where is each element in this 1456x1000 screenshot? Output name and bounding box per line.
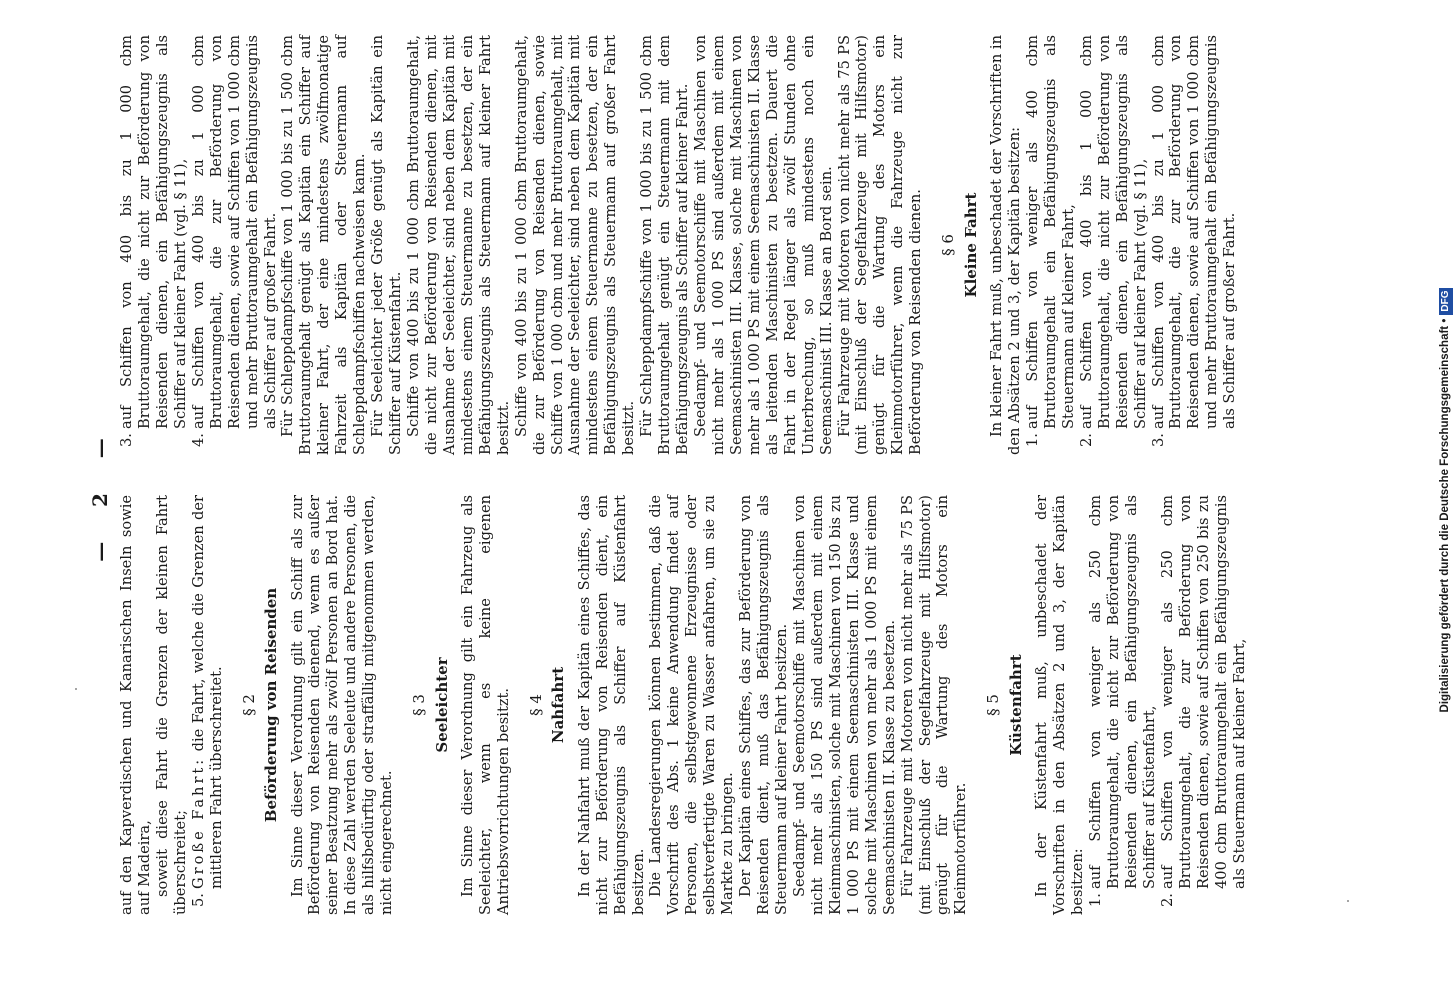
list-item — [1024, 35, 1078, 455]
list-item-grosse-fahrt — [190, 495, 226, 915]
list-item — [1078, 35, 1150, 455]
paragraph: In der Küstenfahrt muß, unbeschadet der Vorschriften in den Absätzen 2 und 3, der Kapitän besitzen: — [1033, 495, 1087, 915]
list-item — [1150, 35, 1240, 455]
funding-note-text: Digitalisierung gefördert durch die Deutsche Forschungsgemeinschaft • — [1439, 318, 1451, 713]
list-number: 4. — [189, 433, 207, 447]
section-number-2: § 2 — [239, 694, 258, 716]
paragraph: Für Fahrzeuge mit Motoren von nicht mehr als 75 PS (mit Einschluß der Segelfahrzeuge mit Hilfsmotor) genügt für die Wartung des Motors ein Kleinmotorführer. — [898, 495, 970, 915]
list-number: 1. — [1087, 893, 1104, 907]
list-item — [118, 35, 190, 455]
left-column — [118, 495, 1248, 915]
paragraph: Seedampf- und Seemotorschiffe mit Maschinen von nicht mehr als 1 000 PS sind außerdem mit einem Seemaschinisten III. Klasse, solche mit Maschinen von mehr als 1 000 PS mit einem Seemaschinisten II. Klasse als leitenden Maschinisten zu besetzen. Dauert die Fahrt in der Regel länger als zwölf Stunden ohne Unterbrechung, so muß mindestens noch ein Seemaschinist III. Klasse an Bord sein. — [692, 35, 835, 455]
term-grosse-fahrt: Große Fahrt: — [189, 756, 207, 889]
paragraph: Für Seeleichter jeder Größe genügt als Kapitän ein Schiffer auf Küstenfahrt. — [369, 35, 405, 455]
section-number-4: § 4 — [526, 694, 545, 716]
right-column — [118, 35, 1239, 455]
scan-speck — [75, 688, 77, 690]
paragraph: In kleiner Fahrt muß, unbeschadet der Vorschriften in den Absätzen 2 und 3, der Kapitän besitzen: — [988, 35, 1023, 455]
header-dash-left: — — [88, 541, 112, 562]
list-text: auf Schiffen von 400 bis 1 000 cbm Bruttoraumgehalt, die nicht zur Beförderung von Reisenden dienen, ein Befähigungszeugnis als Schiffer auf kleiner Fahrt (vgl. § 11), — [1077, 35, 1149, 429]
page-number: 2 — [88, 493, 112, 507]
section-number-5: § 5 — [984, 694, 1003, 716]
list-text: auf Schiffen von 400 bis zu 1 000 cbm Bruttoraumgehalt, die nicht zur Beförderung von Reisenden dienen, ein Befähigungszeugnis als Schiffer auf kleiner Fahrt (vgl. § 11), — [118, 35, 189, 429]
list-item — [190, 35, 280, 455]
paragraph: In der Nahfahrt muß der Kapitän eines Schiffes, das nicht zur Beförderung von Reisenden dient, ein Befähigungszeugnis als Schiffer auf Küstenfahrt besitzen. — [575, 495, 647, 915]
section-number-3: § 3 — [410, 694, 429, 716]
scan-speck — [1347, 900, 1349, 902]
list-text: auf Schiffen von weniger als 400 cbm Bruttoraumgehalt ein Befähigungszeugnis als Steuermann auf kleiner Fahrt, — [1023, 35, 1077, 429]
paragraph: Schiffe von 400 bis zu 1 000 cbm Bruttoraumgehalt, die zur Beförderung von Reisenden dienen, sowie Schiffe von 1 000 cbm und mehr Bruttoraumgehalt, mit Ausnahme der Seeleichter, sind neben dem Kapitän mit mindestens einem Steuermanne zu besetzen, der ein Befähigungszeugnis als Steuermann auf großer Fahrt besitzt. — [512, 35, 638, 455]
paragraph: Im Sinne dieser Verordnung gilt ein Schiff als zur Beförderung von Reisenden dienend, wenn es außer seiner Besatzung mehr als zwölf Personen an Bord hat. In diese Zahl werden Seeleute und andere Personen, die als hilfsbedürftig oder straffällig mitgenommen werden, nicht eingerechnet. — [288, 495, 396, 915]
section-title-2: Beförderung von Reisenden — [262, 587, 281, 823]
section-title-3: Seeleichter — [432, 657, 451, 753]
list-number: 1. — [1023, 433, 1041, 447]
paragraph: Der Kapitän eines Schiffes, das zur Beförderung von Reisenden dient, muß das Befähigungszeugnis als Steuermann auf kleiner Fahrt besitzen. — [737, 495, 790, 915]
paragraph: Für Schleppdampfschiffe von 1 000 bis zu 1 500 cbm Bruttoraumgehalt genügt als Kapitän ein Schiffer auf kleiner Fahrt, der eine mindestens zwölfmonatige Fahrzeit als Kapitän oder Steuermann auf Schleppdampfschiffen nachweisen kann. — [279, 35, 369, 455]
section-title-6: Kleine Fahrt — [961, 192, 980, 298]
list-number: 3. — [1149, 433, 1167, 447]
funding-note-rotated — [1434, 10, 1456, 990]
intro-line: soweit diese Fahrt die Grenzen der kleinen Fahrt überschreitet; — [153, 495, 189, 915]
list-text: auf Schiffen von 400 bis zu 1 000 cbm Bruttoraumgehalt, die zur Beförderung von Reisenden dienen, sowie auf Schiffen von 1 000 cbm und mehr Bruttoraumgehalt ein Befähigungszeugnis als Schiffer auf großer Fahrt. — [1149, 35, 1239, 429]
header-dash-right: — — [88, 438, 112, 459]
list-number: 3. — [118, 433, 135, 447]
section-title-5: Küstenfahrt — [1006, 654, 1025, 756]
list-item — [1159, 495, 1249, 915]
intro-line: auf den Kapverdischen und Kanarischen Inseln sowie auf Madeira, — [118, 495, 153, 915]
page-header — [88, 0, 118, 1000]
list-number: 5. — [189, 893, 207, 907]
paragraph: Seedampf- und Seemotorschiffe mit Maschinen von nicht mehr als 150 PS sind außerdem mit einem Kleinmaschinisten, solche mit Maschinen von 150 bis zu 1 000 PS mit einem Seemaschinisten III. Klasse und solche mit Maschinen von mehr als 1 000 PS mit einem Seemaschinisten II. Klasse zu besetzen. — [790, 495, 898, 915]
list-text: auf Schiffen von 400 bis zu 1 000 cbm Bruttoraumgehalt, die zur Beförderung von Reisenden dienen, sowie auf Schiffen von 1 000 cbm und mehr Bruttoraumgehalt ein Befähigungszeugnis als Schiffer auf großer Fahrt. — [189, 35, 279, 429]
paragraph: Für Fahrzeuge mit Motoren von nicht mehr als 75 PS (mit Einschluß der Segelfahrzeuge mit Hilfsmotor) genügt für die Wartung des Motors ein Kleinmotorführer, wenn die Fahrzeuge nicht zur Beförderung von Reisenden dienen. — [835, 35, 925, 455]
list-text: auf Schiffen von weniger als 250 cbm Bruttoraumgehalt, die nicht zur Beförderung von Reisenden dienen, ein Befähigungszeugnis als Schiffer auf Küstenfahrt, — [1087, 495, 1158, 889]
section-title-4: Nahfahrt — [549, 666, 568, 744]
paragraph: Für Schleppdampfschiffe von 1 000 bis zu 1 500 cbm Bruttoraumgehalt genügt ein Steuermann mit dem Befähigungszeugnis als Schiffer auf kleiner Fahrt. — [638, 35, 692, 455]
list-number: 2. — [1077, 433, 1095, 447]
dfg-logo: DFG — [1439, 288, 1453, 315]
section-number-6: § 6 — [939, 234, 958, 256]
list-text: die Fahrt, welche die Grenzen der mittleren Fahrt überschreitet. — [189, 495, 225, 889]
list-number: 2. — [1158, 893, 1176, 907]
list-item — [1087, 495, 1159, 915]
paragraph: Die Landesregierungen können bestimmen, daß die Vorschrift des Abs. 1 keine Anwendung findet auf Personen, die selbstgewonnene Erzeugnisse oder selbstverfertigte Waren zu Wasser anfahren, um sie zu Markte zu bringen. — [647, 495, 737, 915]
funding-note — [1412, 10, 1451, 990]
list-text: auf Schiffen von weniger als 250 cbm Bruttoraumgehalt, die zur Beförderung von Reisenden dienen, sowie auf Schiffen von 250 bis zu 400 cbm Bruttoraumgehalt ein Befähigungszeugnis als Steuermann auf kleiner Fahrt, — [1158, 495, 1248, 889]
paragraph: Schiffe von 400 bis zu 1 000 cbm Bruttoraumgehalt, die nicht zur Beförderung von Reisenden dienen, mit Ausnahme der Seeleichter, sind neben dem Kapitän mit mindestens einem Steuermanne zu besetzen, der ein Befähigungszeugnis als Steuermann auf kleiner Fahrt besitzt. — [405, 35, 512, 455]
paragraph: Im Sinne dieser Verordnung gilt ein Fahrzeug als Seeleichter, wenn es keine eigenen Antriebsvorrichtungen besitzt. — [459, 495, 512, 915]
